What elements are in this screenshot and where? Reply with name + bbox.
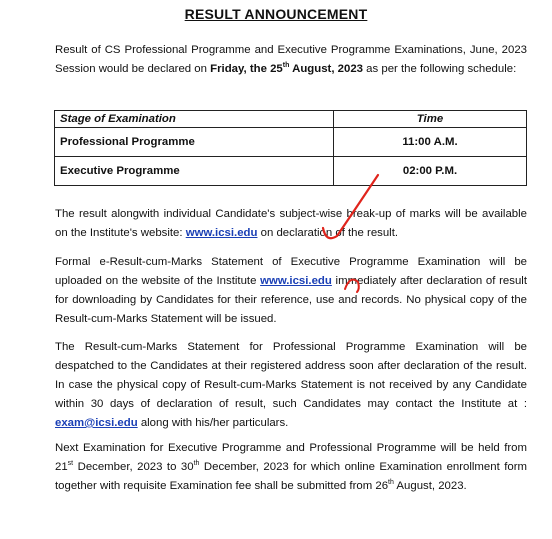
intro-text-end: as per the following schedule:	[363, 63, 517, 75]
website-text: The result alongwith individual Candidate's subject-wise break-up of marks will be available on the Institute's website:	[55, 208, 527, 239]
intro-date-suffix: th	[282, 62, 290, 70]
icsi-website-link-2[interactable]: www.icsi.edu	[260, 275, 332, 287]
next-exam-text-3: December, 2023 for which online Examination enrollment form together with requisite Examination fee shall be submitted from 26	[55, 461, 528, 492]
date-suffix-st: st	[67, 460, 74, 468]
exam-email-link[interactable]: exam@icsi.edu	[55, 417, 138, 429]
e-result-paragraph	[55, 253, 527, 329]
website-text-end: on declaration of the result.	[257, 227, 399, 239]
table-cell-stage: Professional Programme	[55, 128, 334, 157]
page-title: RESULT ANNOUNCEMENT	[184, 6, 368, 22]
next-exam-paragraph	[55, 439, 527, 496]
intro-date-month: August, 2023	[289, 63, 363, 75]
e-result-text: Formal e-Result-cum-Marks Statement of Executive Programme Examination will be uploaded on the website of the Institute	[55, 256, 527, 287]
icsi-website-link[interactable]: www.icsi.edu	[185, 227, 258, 239]
website-paragraph	[55, 205, 527, 243]
next-exam-text: Next Examination for Executive Programme and Professional Programme will be held from 21	[55, 442, 527, 473]
e-result-text-end: immediately after declaration of result for downloading by Candidates for their reference, use and records. No physical copy of the Result-cum-Marks Statement will be issued.	[55, 275, 527, 325]
date-suffix-th-2: th	[388, 479, 394, 487]
table-cell-stage: Executive Programme	[55, 157, 334, 186]
intro-paragraph	[55, 41, 527, 79]
next-exam-text-2: December, 2023 to 30	[73, 461, 194, 473]
physical-statement-paragraph	[55, 338, 527, 433]
schedule-table	[54, 110, 527, 186]
table-cell-time: 11:00 A.M.	[334, 128, 527, 157]
table-header-stage: Stage of Examination	[55, 111, 334, 128]
physical-statement-text-end: along with his/her particulars.	[137, 417, 289, 429]
table-cell-time: 02:00 P.M.	[334, 157, 527, 186]
table-row	[55, 128, 527, 157]
date-suffix-th: th	[193, 460, 200, 468]
physical-statement-text: The Result-cum-Marks Statement for Professional Programme Examination will be despatched to the Candidates at their registered address soon after declaration of the result. In case the physical copy of Result-cum-Marks Statement is not received by any Candidate within 30 days of declaration of result, such Candidates may contact the Institute at :	[55, 341, 527, 410]
intro-date-day: Friday, the 25	[210, 63, 283, 75]
table-header-time: Time	[334, 111, 527, 128]
next-exam-text-end: August, 2023.	[393, 480, 467, 492]
intro-text: Result of CS Professional Programme and Executive Programme Examinations, June, 2023 Session would be declared on	[55, 44, 527, 75]
table-row	[55, 157, 527, 186]
table-header-row	[55, 111, 527, 128]
